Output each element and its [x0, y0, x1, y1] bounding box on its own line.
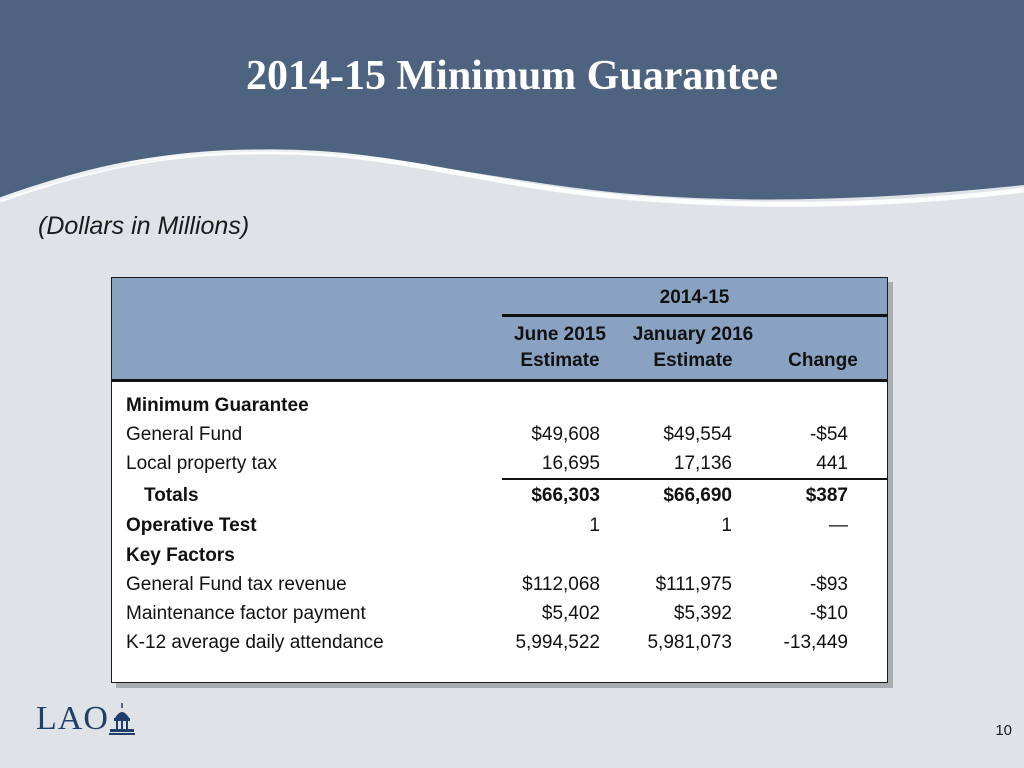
cell-january-2016: 5,981,073	[647, 632, 732, 653]
cell-june-2015: 16,695	[541, 453, 600, 474]
cell-january-2016: 1	[721, 515, 732, 536]
section-label: Minimum Guarantee	[126, 395, 309, 416]
cell-change: $387	[805, 485, 848, 506]
cell-change: 441	[816, 453, 848, 474]
table-row	[112, 512, 887, 541]
table-header	[112, 278, 887, 382]
cell-june-2015: $5,402	[541, 603, 600, 624]
cell-january-2016: $5,392	[673, 603, 732, 624]
column-header-line2: Estimate	[653, 350, 733, 371]
cell-january-2016: $49,554	[663, 424, 732, 445]
row-label: K-12 average daily attendance	[126, 632, 384, 653]
slide-title: 2014-15 Minimum Guarantee	[246, 53, 778, 99]
table-row	[112, 629, 887, 658]
row-label: Maintenance factor payment	[126, 603, 366, 624]
guarantee-table	[111, 277, 888, 683]
row-label: General Fund tax revenue	[126, 574, 347, 595]
totals-rule	[502, 478, 887, 480]
cell-change: -$54	[809, 424, 848, 445]
units-subtitle: (Dollars in Millions)	[38, 212, 250, 240]
logo-text: LAO	[36, 700, 109, 737]
column-header-line1: January 2016	[632, 324, 754, 345]
table-row	[112, 421, 887, 450]
column-header-line2: Change	[788, 350, 858, 371]
column-header-change	[778, 322, 868, 374]
column-header-line1: June 2015	[514, 324, 606, 345]
section-label: Key Factors	[126, 545, 235, 566]
cell-change: -13,449	[783, 632, 848, 653]
lao-logo	[36, 700, 135, 738]
page-number: 10	[995, 722, 1012, 739]
cell-january-2016: $111,975	[655, 574, 732, 595]
column-header-line2: Estimate	[520, 350, 600, 371]
table-row	[112, 450, 887, 479]
table-row	[112, 600, 887, 629]
header-banner	[0, 0, 1024, 230]
column-header-june-2015	[502, 322, 618, 374]
column-header-line1	[778, 322, 868, 348]
cell-june-2015: $112,068	[522, 574, 600, 595]
cell-change: -$93	[809, 574, 848, 595]
table-row	[112, 571, 887, 600]
period-rule	[502, 314, 887, 317]
period-header: 2014-15	[659, 287, 730, 308]
row-label: General Fund	[126, 424, 243, 445]
table-row	[112, 392, 887, 421]
cell-june-2015: 1	[589, 515, 600, 536]
cell-january-2016: $66,690	[663, 485, 732, 506]
cell-june-2015: $49,608	[531, 424, 600, 445]
row-label: Operative Test	[126, 515, 257, 536]
cell-june-2015: 5,994,522	[515, 632, 600, 653]
row-label: Totals	[144, 485, 199, 506]
cell-january-2016: 17,136	[673, 453, 732, 474]
cell-june-2015: $66,303	[531, 485, 600, 506]
capitol-dome-icon	[109, 702, 135, 736]
row-label: Local property tax	[126, 453, 278, 474]
table-row	[112, 542, 887, 571]
cell-change: —	[829, 515, 848, 536]
table-row-totals	[112, 482, 887, 511]
cell-change: -$10	[809, 603, 848, 624]
column-header-january-2016	[628, 322, 758, 374]
